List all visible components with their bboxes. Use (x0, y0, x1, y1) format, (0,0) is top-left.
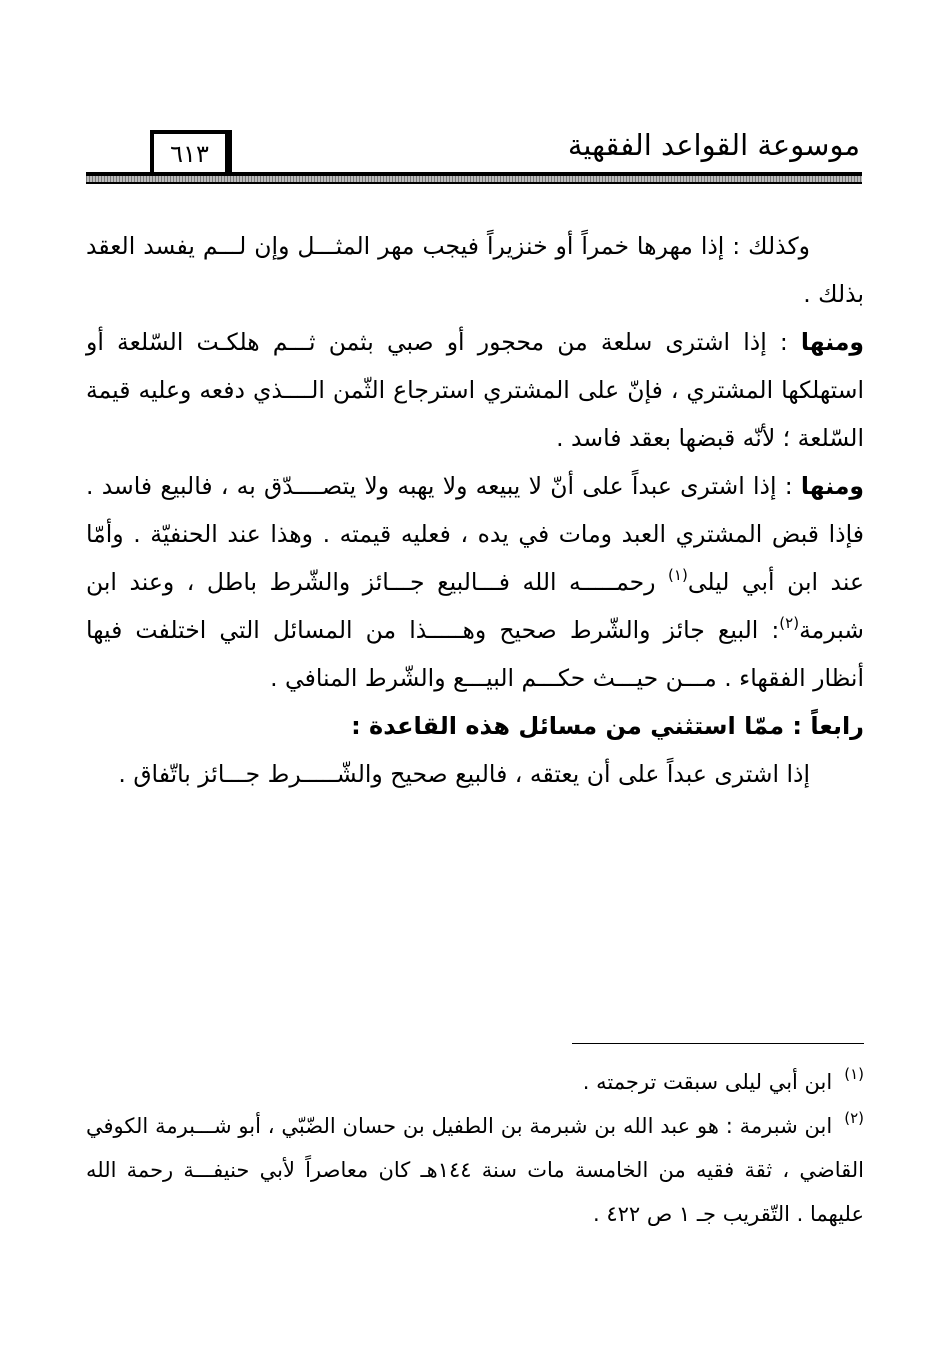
paragraph-3 (86, 462, 864, 702)
footnote-separator (572, 1043, 864, 1044)
footnote-ref-1: (١) (668, 566, 688, 584)
section-heading: رابعاً : ممّا استثني من مسائل هذه القاعدة : (351, 712, 864, 740)
footnote-2-mark: (٢) (844, 1109, 864, 1127)
page-number: ٦١٣ (170, 140, 209, 168)
main-text (86, 222, 864, 798)
page-number-box (150, 130, 232, 178)
header-rule (86, 172, 862, 184)
paragraph-4: إذا اشترى عبداً على أن يعتقه ، فالبيع صحيح والشّـــــرط جـــائز باتّفاق . (118, 760, 810, 788)
footnotes (86, 1060, 864, 1236)
footnote-1-text: ابن أبي ليلى سبقت ترجمته . (582, 1070, 833, 1094)
paragraph-3-text-b: رحمـــــه الله فـــالبيع جـــائز والشّرط باطل ، وعند ابن شبرمة (86, 568, 864, 644)
paragraph-3-text-c: : البيع جائز والشّرط صحيح وهـــــذا من المسائل التي اختلفت فيها أنظار الفقهاء . مـــن حيـــث حكـــم البيـــع والشّرط المنافي . (86, 616, 864, 692)
footnote-2-text: ابن شبرمة : هو عبد الله بن شبرمة بن الطفيل بن حسان الضّبّي ، أبو شـــبرمة الكوفي القاضي ، ثقة فقيه من الخامسة مات سنة ١٤٤هـ كان معاصراً لأبي حنيفـــة رحمة الله عليهما . التّقريب جـ ١ ص ٤٢٢ . (86, 1114, 864, 1226)
footnote-2 (86, 1104, 864, 1236)
paragraph-1: وكذلك : إذا مهرها خمراً أو خنزيراً فيجب مهر المثـــل وإن لـــم يفسد العقد بذلك . (86, 232, 864, 308)
paragraph-2-keyword: ومنها (800, 328, 864, 356)
book-title: موسوعة القواعد الفقهية (567, 128, 860, 162)
footnote-1-mark: (١) (844, 1065, 864, 1083)
footnote-1 (86, 1060, 864, 1104)
footnote-ref-2: (٢) (779, 614, 800, 632)
paragraph-3-keyword: ومنها (800, 472, 864, 500)
paragraph-3-text-a: : إذا اشترى عبداً على أنّ لا يبيعه ولا يهبه ولا يتصــــدّق به ، فالبيع فاسد . فإذا قبض المشتري العبد ومات في يده ، فعليه قيمته . وهذا عند الحنفيّة . وأمّا عند ابن أبي ليلى (86, 472, 864, 596)
paragraph-2-text: : إذا اشترى سلعة من محجور أو صبي بثمن ثـــم هلكـت السّلعة أو استهلكها المشتري ، فإنّ على المشتري استرجاع الثّمن الــــذي دفعه وعليه قيمة السّلعة ؛ لأنّه قبضها بعقد فاسد . (86, 328, 864, 452)
paragraph-2 (86, 318, 864, 462)
